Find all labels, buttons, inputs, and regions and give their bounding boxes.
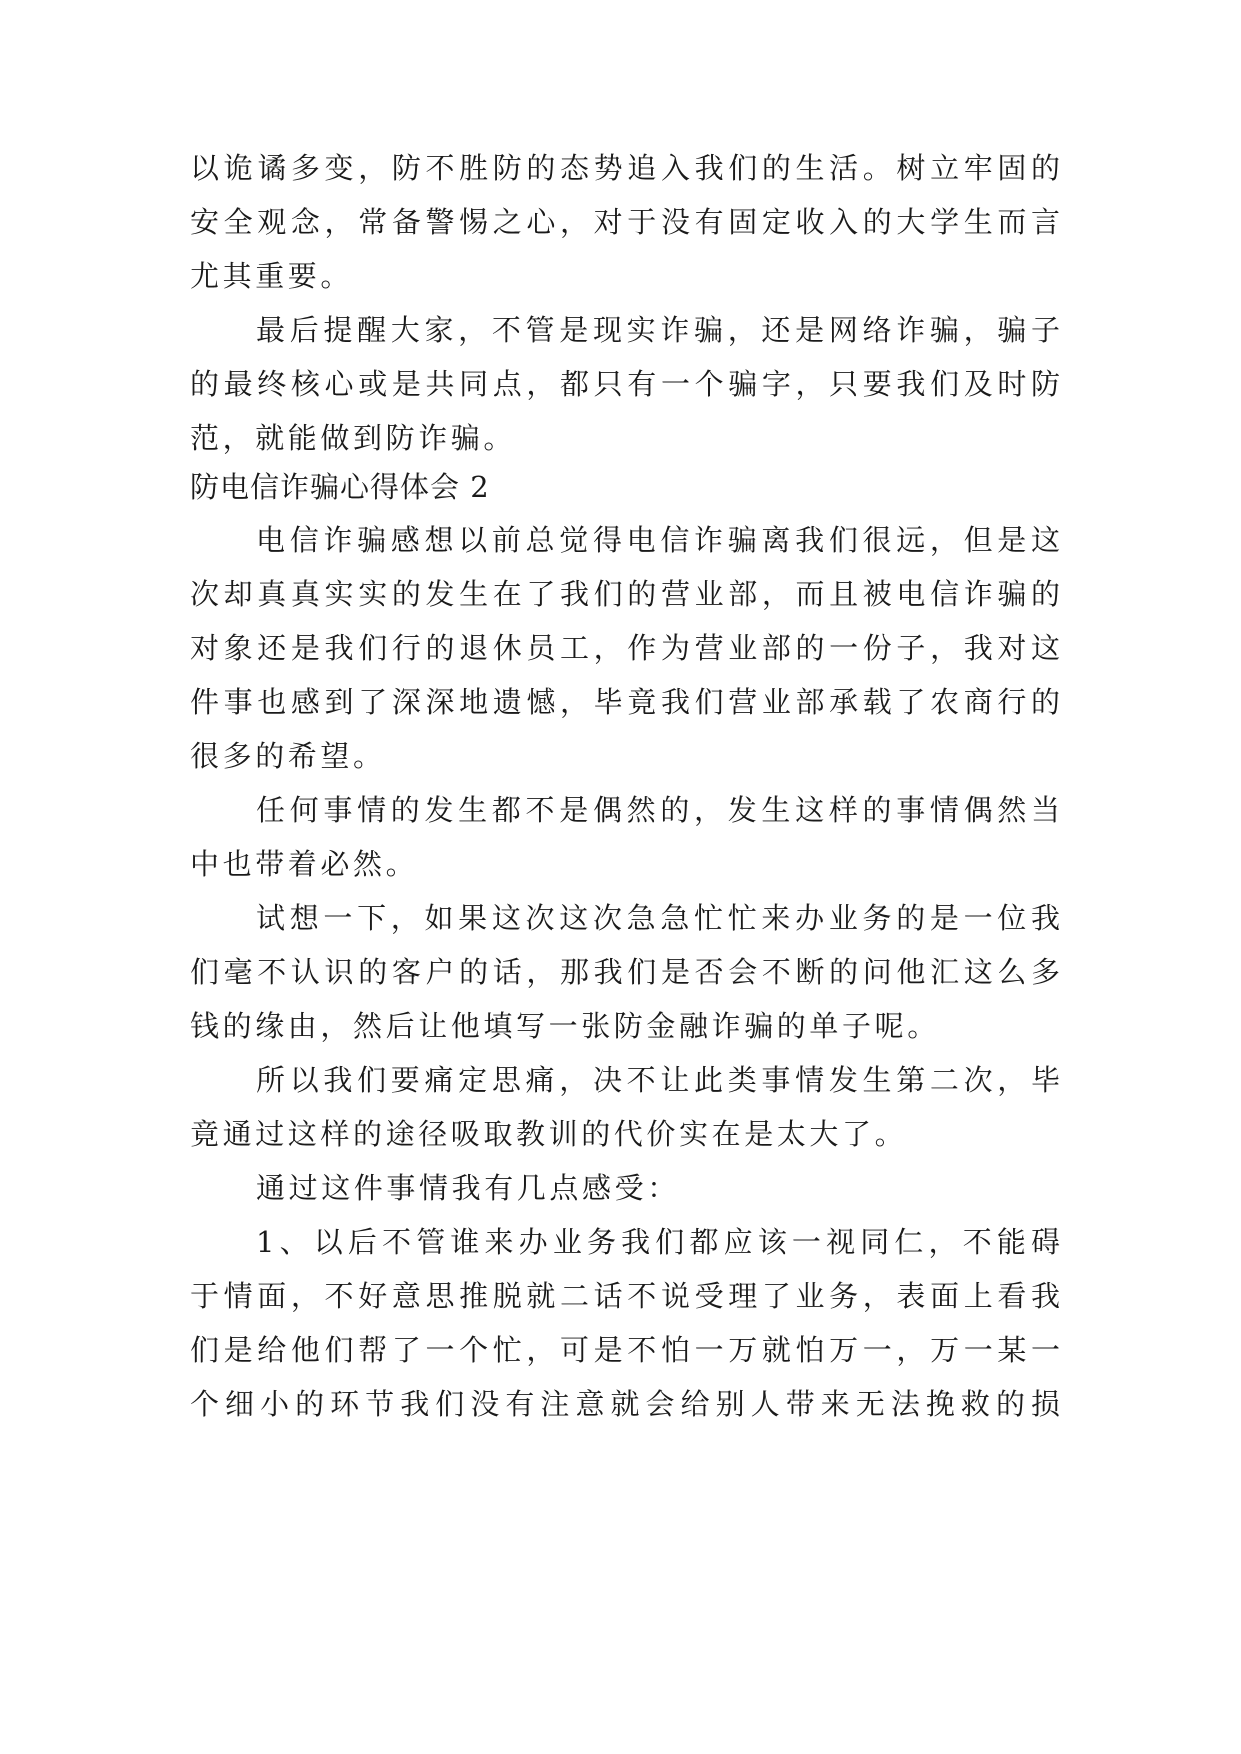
text-line: 件事也感到了深深地遗憾，毕竟我们营业部承载了农商行的 <box>190 685 1060 719</box>
paragraph-start-line: 所以我们要痛定思痛，决不让此类事情发生第二次，毕 <box>256 1063 1060 1097</box>
paragraph-start-line: 通过这件事情我有几点感受： <box>256 1171 680 1205</box>
text-line: 中也带着必然。 <box>190 847 419 881</box>
text-line: 们是给他们帮了一个忙，可是不怕一万就怕万一，万一某一 <box>190 1333 1060 1367</box>
text-line: 对象还是我们行的退休员工，作为营业部的一份子，我对这 <box>190 631 1060 665</box>
text-line: 很多的希望。 <box>190 739 386 773</box>
paragraph-start-line: 电信诈骗感想以前总觉得电信诈骗离我们很远，但是这 <box>256 523 1060 557</box>
text-line: 范，就能做到防诈骗。 <box>190 421 517 455</box>
paragraph-start-line: 试想一下，如果这次这次急急忙忙来办业务的是一位我 <box>256 901 1060 935</box>
text-line: 的最终核心或是共同点，都只有一个骗字，只要我们及时防 <box>190 367 1060 401</box>
text-line: 钱的缘由，然后让他填写一张防金融诈骗的单子呢。 <box>190 1009 940 1043</box>
text-line: 安全观念，常备警惕之心，对于没有固定收入的大学生而言 <box>190 205 1060 239</box>
section-heading: 防电信诈骗心得体会 2 <box>190 470 490 504</box>
text-line: 以诡谲多变，防不胜防的态势追入我们的生活。树立牢固的 <box>190 151 1060 185</box>
list-item-start-line: 1、以后不管谁来办业务我们都应该一视同仁，不能碍 <box>256 1225 1060 1259</box>
paragraph-start-line: 最后提醒大家，不管是现实诈骗，还是网络诈骗，骗子 <box>256 313 1060 347</box>
text-line: 们毫不认识的客户的话，那我们是否会不断的问他汇这么多 <box>190 955 1060 989</box>
text-line: 于情面，不好意思推脱就二话不说受理了业务，表面上看我 <box>190 1279 1060 1313</box>
text-line: 竟通过这样的途径吸取教训的代价实在是太大了。 <box>190 1117 908 1151</box>
text-line: 尤其重要。 <box>190 259 354 293</box>
text-line: 个细小的环节我们没有注意就会给别人带来无法挽救的损 <box>190 1387 1060 1421</box>
paragraph-start-line: 任何事情的发生都不是偶然的，发生这样的事情偶然当 <box>256 793 1060 827</box>
text-line: 次却真真实实的发生在了我们的营业部，而且被电信诈骗的 <box>190 577 1060 611</box>
